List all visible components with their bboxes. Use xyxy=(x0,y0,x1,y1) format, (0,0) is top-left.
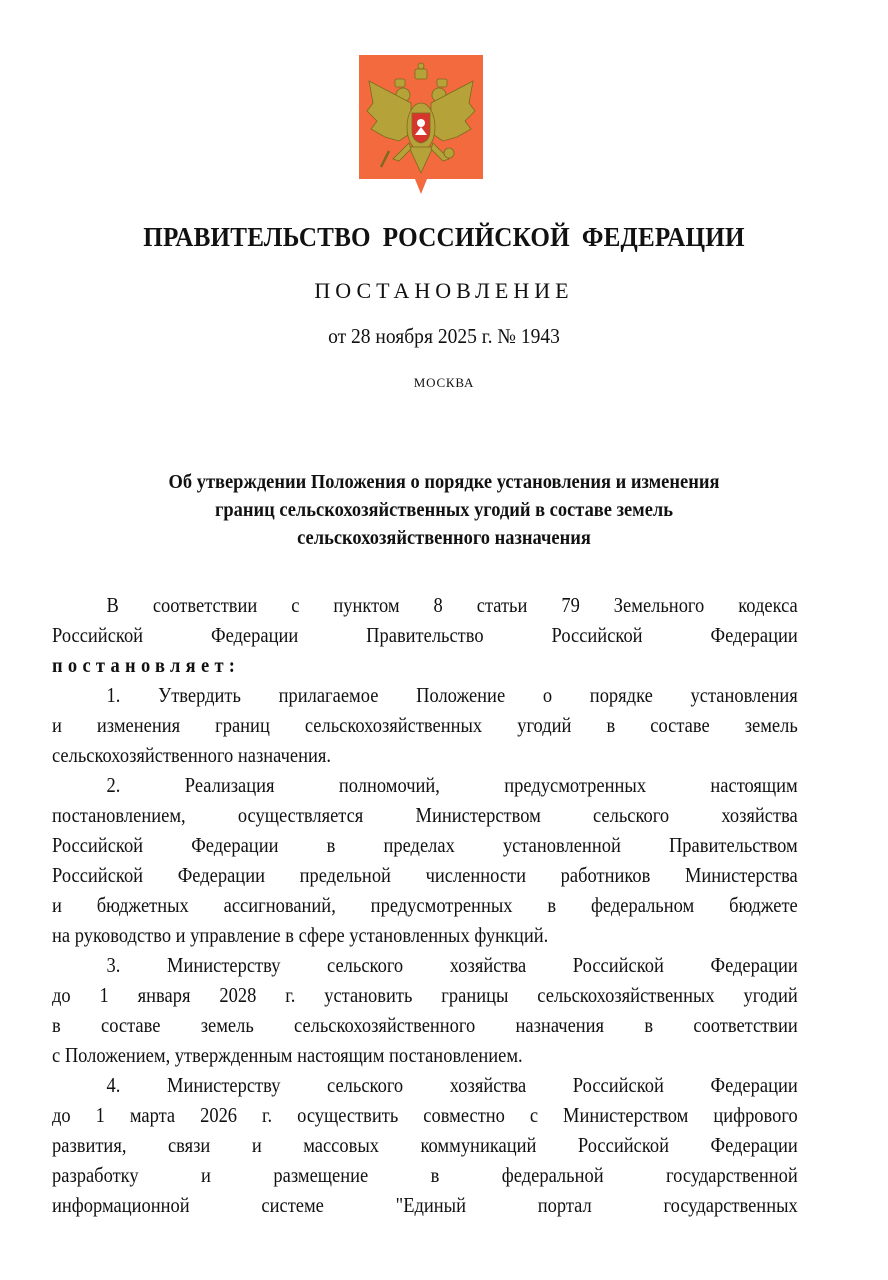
text-line: Российской Федерации в пределах установленной Правительством xyxy=(52,833,798,857)
text-line: сельскохозяйственного назначения. xyxy=(52,743,332,767)
item-2-paragraph xyxy=(52,770,798,950)
text-line: Российской Федерации предельной численности работников Министерства xyxy=(52,863,798,887)
subject-line: Об утверждении Положения о порядке установления и изменения xyxy=(168,471,720,493)
text-line: до 1 марта 2026 г. осуществить совместно с Министерством цифрового xyxy=(52,1103,798,1127)
text-line: развития, связи и массовых коммуникаций Российской Федерации xyxy=(52,1133,798,1157)
text-line: информационной системе "Единый портал государственных xyxy=(52,1193,798,1217)
text-line: до 1 января 2028 г. установить границы сельскохозяйственных угодий xyxy=(52,983,798,1007)
text-line: 2. Реализация полномочий, предусмотренных настоящим xyxy=(106,773,798,797)
text-line: с Положением, утвержденным настоящим постановлением. xyxy=(52,1043,523,1067)
decree-word: постановляет: xyxy=(52,653,241,677)
text-line: в составе земель сельскохозяйственного назначения в соответствии xyxy=(52,1013,798,1037)
text-line: 1. Утвердить прилагаемое Положение о порядке установления xyxy=(106,683,798,707)
text-line: постановлением, осуществляется Министерством сельского хозяйства xyxy=(52,803,798,827)
subject-line: границ сельскохозяйственных угодий в составе земель xyxy=(214,499,674,521)
document-city: МОСКВА xyxy=(413,375,475,390)
document-body xyxy=(52,590,798,1220)
document-subject xyxy=(60,468,828,552)
subject-line: сельскохозяйственного назначения xyxy=(297,527,591,549)
document-type: ПОСТАНОВЛЕНИЕ xyxy=(314,278,574,303)
document-date-number: от 28 ноября 2025 г. № 1943 xyxy=(328,324,560,348)
item-4-paragraph xyxy=(52,1070,798,1220)
double-headed-eagle-icon xyxy=(359,55,483,194)
text-line: и изменения границ сельскохозяйственных угодий в составе земель xyxy=(52,713,798,737)
text-line: 4. Министерству сельского хозяйства Российской Федерации xyxy=(106,1073,798,1097)
government-title: ПРАВИТЕЛЬСТВО РОССИЙСКОЙ ФЕДЕРАЦИИ xyxy=(143,222,745,252)
text-line: Российской Федерации Правительство Российской Федерации xyxy=(52,623,798,647)
text-line: разработку и размещение в федеральной государственной xyxy=(52,1163,798,1187)
item-1-paragraph xyxy=(52,680,798,770)
item-3-paragraph xyxy=(52,950,798,1070)
text-line: на руководство и управление в сфере установленных функций. xyxy=(52,923,549,947)
text-line: 3. Министерству сельского хозяйства Российской Федерации xyxy=(106,953,798,977)
text-line: В соответствии с пунктом 8 статьи 79 Земельного кодекса xyxy=(106,593,798,617)
coat-of-arms-emblem xyxy=(359,55,483,194)
text-line: и бюджетных ассигнований, предусмотренных в федеральном бюджете xyxy=(52,893,798,917)
preamble-paragraph xyxy=(52,590,798,680)
